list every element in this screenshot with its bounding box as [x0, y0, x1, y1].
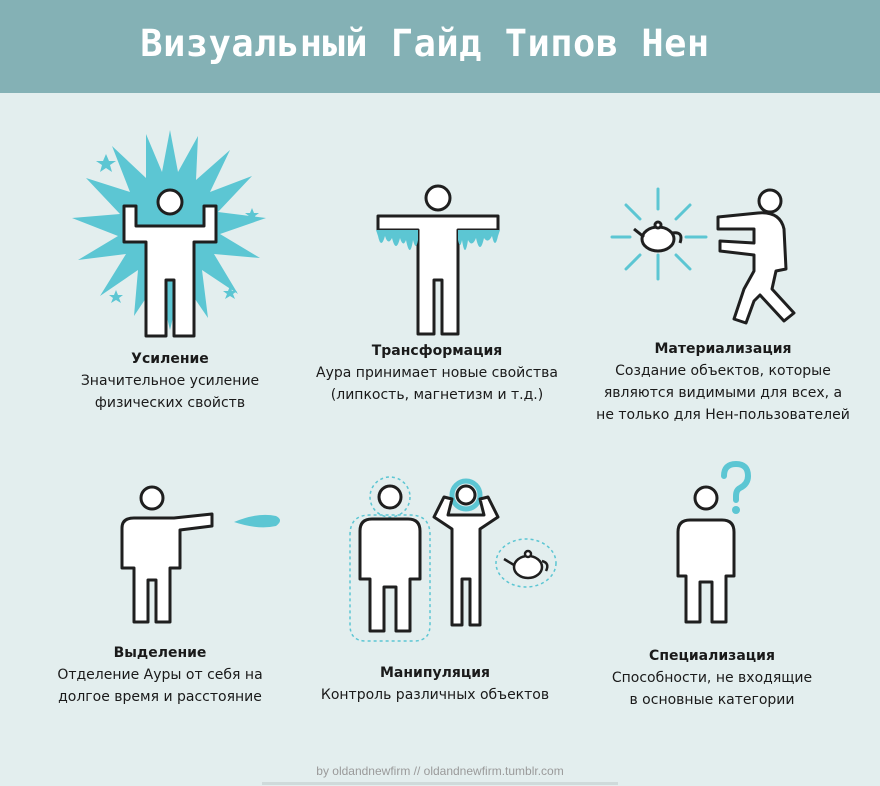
teapot-icon: [634, 222, 681, 251]
type-name: Усиление: [131, 351, 209, 367]
specialization-figure-icon: [672, 458, 762, 628]
type-transmutation: [302, 340, 572, 406]
type-conjuration: [588, 338, 858, 426]
type-description-line: не только для Нен-пользователей: [596, 407, 850, 423]
drip-left-shape: [376, 230, 418, 250]
type-name: Специализация: [649, 648, 775, 664]
type-name: Выделение: [113, 645, 207, 661]
type-specialization: [582, 645, 842, 711]
type-emission: [30, 642, 290, 708]
type-description-line: Значительное усиление: [80, 373, 260, 389]
header-bar: [0, 0, 880, 93]
conjuration-figure-icon: [608, 185, 808, 330]
type-description-line: Отделение Ауры от себя на: [57, 667, 263, 683]
type-description-line: Аура принимает новые свойства: [316, 365, 558, 381]
type-enhancement: [40, 348, 300, 414]
type-description-line: Контроль различных объектов: [320, 687, 550, 703]
transmutation-figure-icon: [368, 180, 508, 340]
type-description-line: Способности, не вxодящие: [611, 670, 813, 686]
type-name: Манипуляция: [379, 665, 491, 681]
teapot-icon: [504, 551, 547, 578]
type-description-line: являются видимыми для всех, а: [603, 385, 843, 401]
drip-right-shape: [458, 230, 500, 250]
emission-figure-icon: [118, 482, 288, 632]
type-description-line: физических свойств: [94, 395, 246, 411]
type-description-line: Создание объектов, которые: [615, 363, 831, 379]
type-description-line: (липкость, магнетизм и т.д.): [330, 387, 544, 403]
type-description-line: долгое время и расстояние: [58, 689, 262, 705]
type-name: Трансформация: [371, 343, 503, 359]
type-description-line: в основные категории: [629, 692, 795, 708]
star-icon: [109, 290, 123, 303]
footer-credit: by oldandnewfirm // oldandnewfirm.tumblr.com: [316, 764, 564, 778]
question-mark-icon: [724, 464, 748, 500]
star-icon: [96, 154, 116, 172]
type-name: Материализация: [654, 341, 792, 357]
star-icon: [223, 286, 237, 299]
aura-blast-shape: [234, 515, 280, 527]
manipulation-figure-icon: [348, 475, 558, 645]
type-manipulation: [310, 662, 560, 706]
enhancement-figure-icon: [70, 130, 270, 345]
page-title: Визуальный Гайд Типов Нен: [140, 22, 710, 65]
footer-divider: [262, 782, 618, 785]
